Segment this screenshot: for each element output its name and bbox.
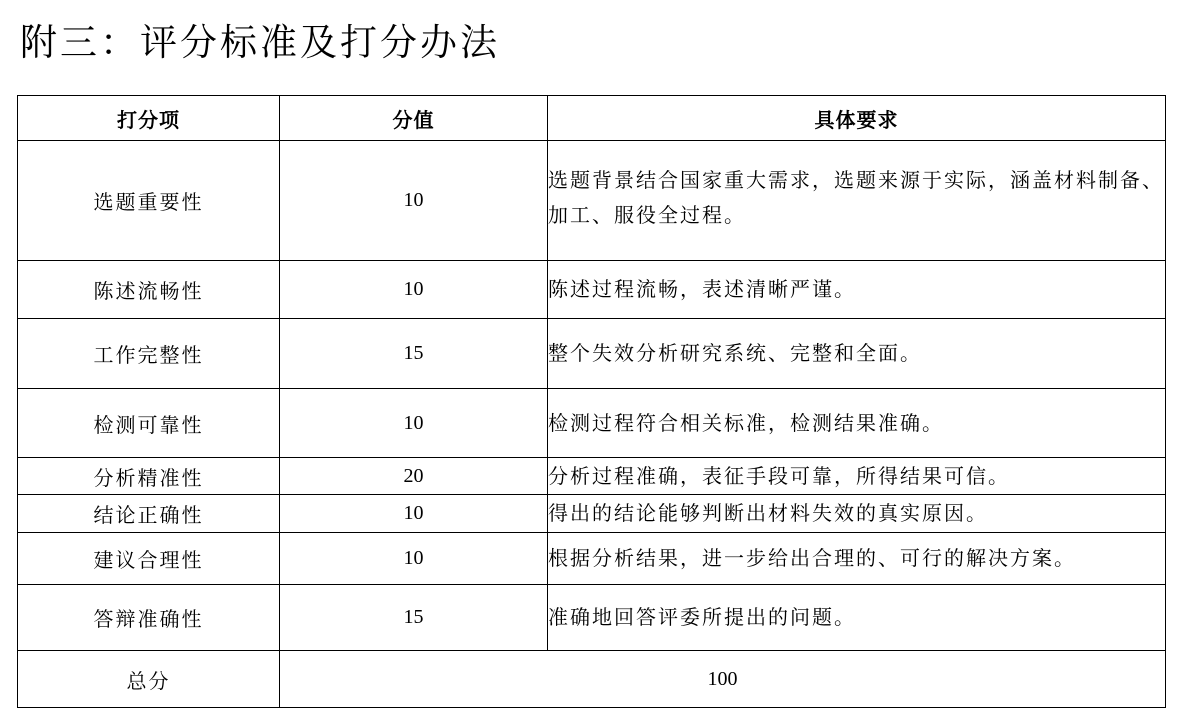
row-item: 工作完整性: [18, 319, 280, 389]
total-label: 总分: [18, 651, 280, 708]
row-requirement: 分析过程准确，表征手段可靠，所得结果可信。: [548, 458, 1166, 495]
header-requirement: 具体要求: [548, 96, 1166, 141]
row-score: 10: [280, 533, 548, 585]
row-item: 结论正确性: [18, 495, 280, 533]
total-value: 100: [280, 651, 1166, 708]
row-score: 10: [280, 389, 548, 458]
row-score: 10: [280, 141, 548, 261]
table-total-row: [18, 651, 1166, 708]
table-row: [18, 261, 1166, 319]
table-row: [18, 495, 1166, 533]
table-row: [18, 533, 1166, 585]
row-item: 答辩准确性: [18, 585, 280, 651]
row-item: 检测可靠性: [18, 389, 280, 458]
table-header-row: [18, 96, 1166, 141]
table-row: [18, 458, 1166, 495]
table-row: [18, 141, 1166, 261]
row-requirement: 陈述过程流畅，表述清晰严谨。: [548, 261, 1166, 319]
row-item: 建议合理性: [18, 533, 280, 585]
header-score: 分值: [280, 96, 548, 141]
row-item: 分析精准性: [18, 458, 280, 495]
row-item: 陈述流畅性: [18, 261, 280, 319]
row-requirement: 选题背景结合国家重大需求，选题来源于实际，涵盖材料制备、加工、服役全过程。: [548, 141, 1166, 261]
row-item: 选题重要性: [18, 141, 280, 261]
scoring-table: [17, 95, 1166, 708]
row-requirement: 根据分析结果，进一步给出合理的、可行的解决方案。: [548, 533, 1166, 585]
table-row: [18, 585, 1166, 651]
row-requirement: 检测过程符合相关标准，检测结果准确。: [548, 389, 1166, 458]
row-score: 20: [280, 458, 548, 495]
row-requirement: 得出的结论能够判断出材料失效的真实原因。: [548, 495, 1166, 533]
row-requirement: 准确地回答评委所提出的问题。: [548, 585, 1166, 651]
row-requirement: 整个失效分析研究系统、完整和全面。: [548, 319, 1166, 389]
header-item: 打分项: [18, 96, 280, 141]
row-score: 10: [280, 261, 548, 319]
row-score: 10: [280, 495, 548, 533]
table-row: [18, 389, 1166, 458]
row-score: 15: [280, 585, 548, 651]
row-score: 15: [280, 319, 548, 389]
page-title: 附三：评分标准及打分办法: [20, 21, 500, 64]
table-row: [18, 319, 1166, 389]
